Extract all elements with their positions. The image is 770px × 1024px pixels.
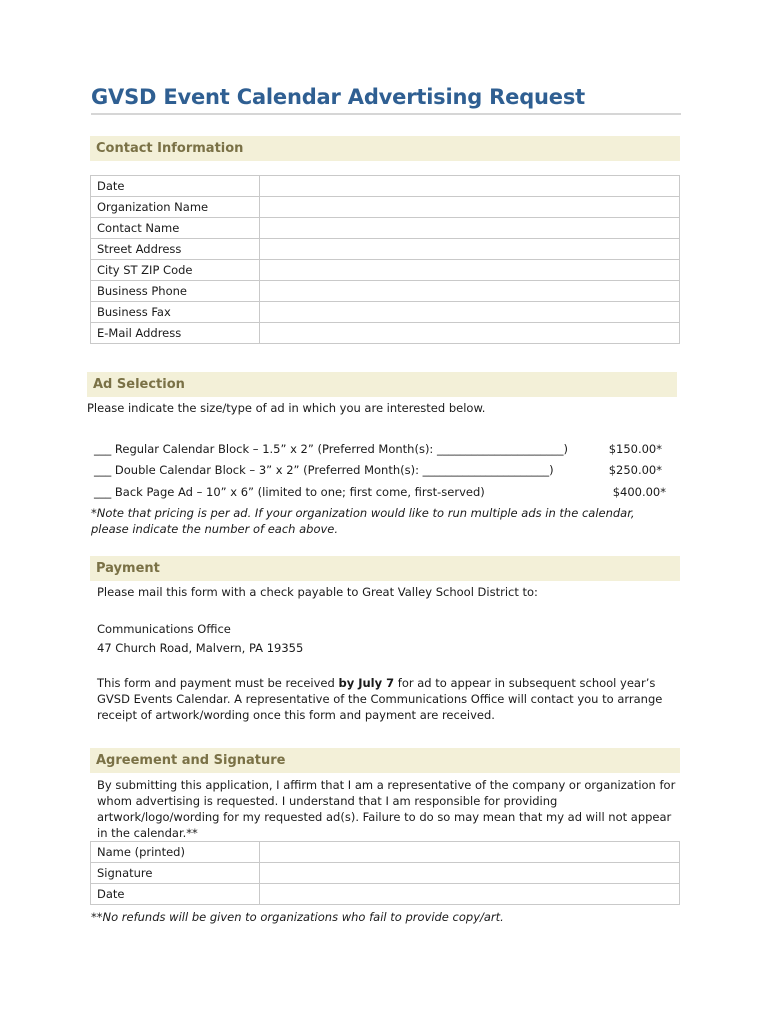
organization-name-field[interactable] (260, 197, 680, 218)
field-label-organization: Organization Name (91, 197, 260, 218)
refund-footnote: **No refunds will be given to organizations who fail to provide copy/art. (91, 910, 504, 924)
city-st-zip-field[interactable] (260, 260, 680, 281)
deadline-post: for ad to appear in subsequent school year’s GVSD Events Calendar. A representative of the Communications Office will contact you to arrange receipt of artwork/wording once this form and payment are received. (97, 676, 663, 722)
ad-option-text: ___ Regular Calendar Block – 1.5” x 2” (Preferred Month(s): ______________________) (94, 442, 568, 456)
ad-option-text: ___ Back Page Ad – 10” x 6” (limited to one; first come, first-served) (94, 485, 485, 499)
ad-selection-intro: Please indicate the size/type of ad in which you are interested below. (87, 401, 486, 415)
pricing-note: *Note that pricing is per ad. If your organization would like to run multiple ads in the calendar, please indicate the number of each above. (91, 506, 635, 536)
street-address-field[interactable] (260, 239, 680, 260)
office-name: Communications Office (97, 622, 231, 636)
contact-table (90, 175, 680, 344)
field-label-contact: Contact Name (91, 218, 260, 239)
ad-option-double[interactable] (94, 462, 668, 478)
field-label-city: City ST ZIP Code (91, 260, 260, 281)
table-row (91, 260, 680, 281)
ad-option-text: ___ Double Calendar Block – 3” x 2” (Preferred Month(s): ______________________) (94, 463, 554, 477)
field-label-date: Date (91, 176, 260, 197)
title-divider (91, 113, 681, 115)
table-row (91, 884, 680, 905)
table-row (91, 863, 680, 884)
field-label-signature-date: Date (91, 884, 260, 905)
ad-option-back-page[interactable] (94, 484, 668, 500)
deadline-pre: This form and payment must be received (97, 676, 339, 690)
table-row (91, 323, 680, 344)
field-label-email: E-Mail Address (91, 323, 260, 344)
table-row (91, 197, 680, 218)
signature-date-field[interactable] (260, 884, 680, 905)
page-title: GVSD Event Calendar Advertising Request (91, 85, 585, 109)
field-label-signature: Signature (91, 863, 260, 884)
office-address: 47 Church Road, Malvern, PA 19355 (97, 641, 304, 655)
business-fax-field[interactable] (260, 302, 680, 323)
table-row (91, 302, 680, 323)
deadline-text (97, 675, 677, 723)
ad-option-regular[interactable] (94, 441, 668, 457)
table-row (91, 176, 680, 197)
payment-heading: Payment (90, 556, 680, 581)
field-label-name-printed: Name (printed) (91, 842, 260, 863)
agreement-text: By submitting this application, I affirm that I am a representative of the company or organization for whom advertising is requested. I understand that I am responsible for providing artwork/logo/wording for my requested ad(s). Failure to do so may mean that my ad will not appear in the calendar.** (97, 778, 676, 840)
field-label-street: Street Address (91, 239, 260, 260)
table-row (91, 218, 680, 239)
field-label-fax: Business Fax (91, 302, 260, 323)
payment-instructions: Please mail this form with a check payable to Great Valley School District to: (97, 585, 538, 599)
signature-field[interactable] (260, 863, 680, 884)
name-printed-field[interactable] (260, 842, 680, 863)
table-row (91, 239, 680, 260)
business-phone-field[interactable] (260, 281, 680, 302)
ad-option-price: $250.00* (608, 463, 662, 477)
field-label-phone: Business Phone (91, 281, 260, 302)
contact-heading: Contact Information (90, 136, 680, 161)
ad-option-price: $400.00* (612, 485, 666, 499)
contact-name-field[interactable] (260, 218, 680, 239)
email-field[interactable] (260, 323, 680, 344)
ad-selection-heading: Ad Selection (87, 372, 677, 397)
agreement-heading: Agreement and Signature (90, 748, 680, 773)
deadline-date: by July 7 (338, 676, 395, 690)
table-row (91, 281, 680, 302)
date-field[interactable] (260, 176, 680, 197)
signature-table (90, 841, 680, 905)
table-row (91, 842, 680, 863)
ad-option-price: $150.00* (608, 442, 662, 456)
